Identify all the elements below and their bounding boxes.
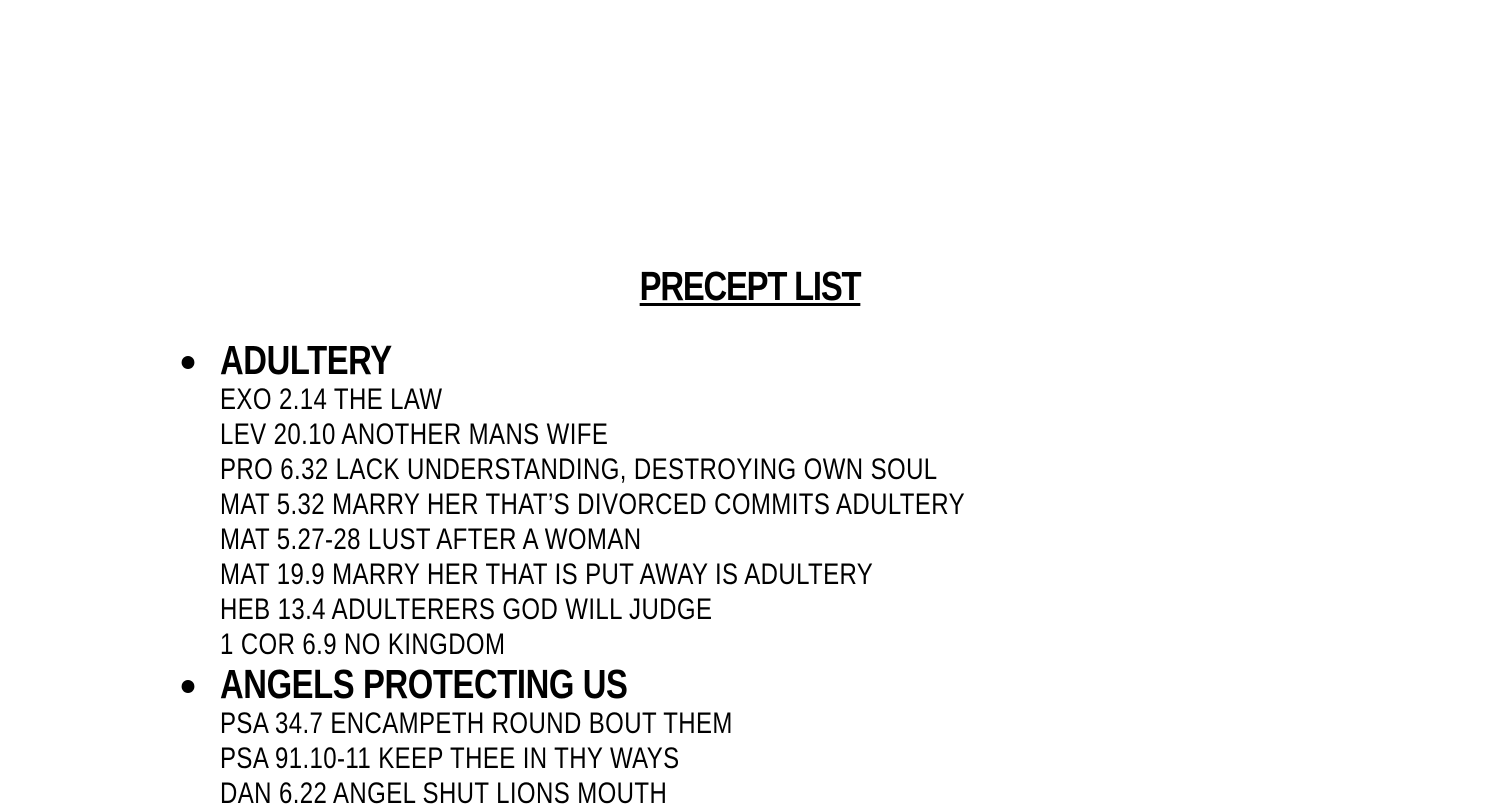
section-items [220, 706, 1382, 811]
scripture-line: DAN 6.22 ANGEL SHUT LIONS MOUTH [220, 777, 668, 810]
scripture-line: PSA 91.10-11 KEEP THEE IN THY WAYS [220, 742, 680, 775]
scripture-line: MAT 5.27-28 LUST AFTER A WOMAN [220, 523, 642, 556]
page-title: PRECEPT LIST [639, 263, 861, 309]
section-items [220, 382, 1382, 662]
scripture-line: PSA 34.7 ENCAMPETH ROUND BOUT THEM [220, 707, 733, 740]
scripture-line: MAT 19.9 MARRY HER THAT IS PUT AWAY IS ADULTERY [220, 558, 874, 591]
precept-section [182, 338, 1382, 662]
scripture-line: HEB 13.4 ADULTERERS GOD WILL JUDGE [220, 593, 713, 626]
scripture-line: LEV 20.10 ANOTHER MANS WIFE [220, 418, 609, 451]
scripture-line: PRO 6.32 LACK UNDERSTANDING, DESTROYING OWN SOUL [220, 453, 938, 486]
scripture-line: MAT 5.32 MARRY HER THAT’S DIVORCED COMMITS ADULTERY [220, 488, 965, 521]
scripture-line: EXO 2.14 THE LAW [220, 383, 443, 416]
section-heading-row [182, 662, 1382, 706]
bullet-icon [182, 356, 195, 369]
scripture-line: 1 COR 6.9 NO KINGDOM [220, 628, 506, 661]
precept-section [182, 662, 1382, 811]
bullet-icon [182, 680, 195, 693]
section-heading-row [182, 338, 1382, 382]
section-heading: ANGELS PROTECTING US [220, 661, 628, 707]
precept-list [182, 338, 1382, 811]
section-heading: ADULTERY [220, 337, 392, 383]
